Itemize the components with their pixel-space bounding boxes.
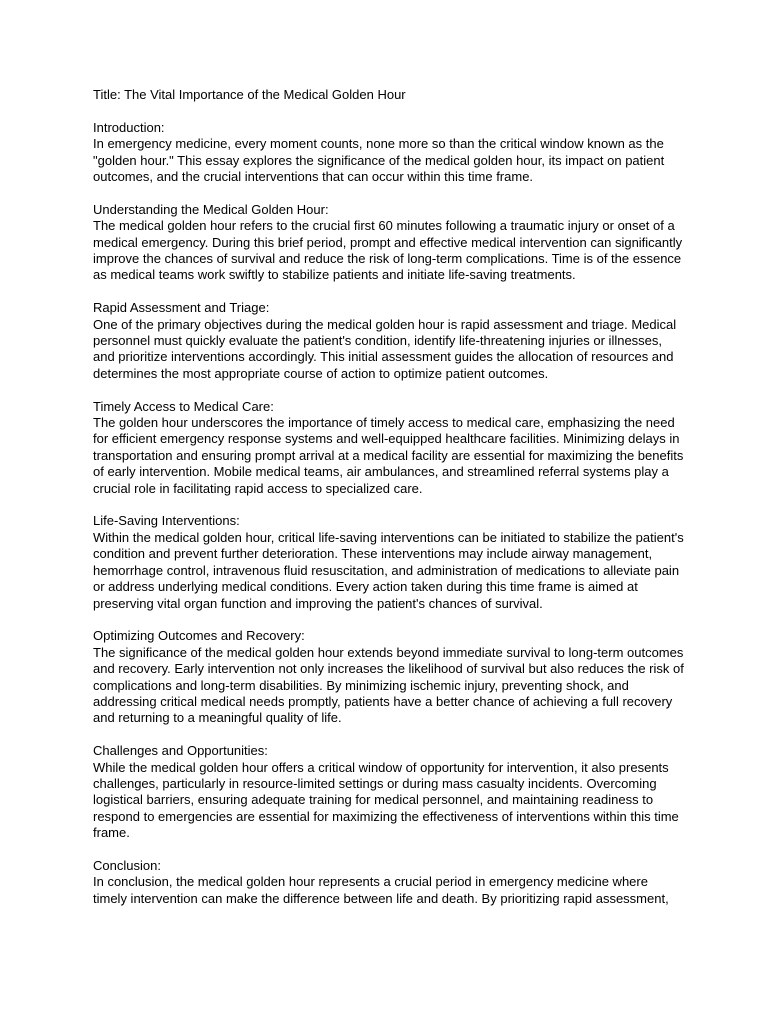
section-body: The golden hour underscores the importance of timely access to medical care, emphasizing the need for efficient emergency response systems and well-equipped healthcare facilities. Minimizing delays in transportation and ensuring prompt arrival at a medical facility are essential for maximizing the benefits of early intervention. Mobile medical teams, air ambulances, and streamlined referral systems play a crucial role in facilitating rapid access to specialized care. <box>93 415 684 496</box>
section-conclusion <box>93 858 685 907</box>
section-body: One of the primary objectives during the medical golden hour is rapid assessment and triage. Medical personnel must quickly evaluate the patient's condition, identify life-threatening injuries or illnesses, and prioritize interventions accordingly. This initial assessment guides the allocation of resources and determines the most appropriate course of action to optimize patient outcomes. <box>93 316 677 381</box>
section-heading: Conclusion: <box>93 857 161 873</box>
section-body: In conclusion, the medical golden hour represents a crucial period in emergency medicine where timely intervention can make the difference between life and death. By prioritizing rapid assessment, <box>93 874 669 906</box>
section-outcomes <box>93 628 685 726</box>
section-heading: Life-Saving Interventions: <box>93 513 240 529</box>
section-body: The medical golden hour refers to the crucial first 60 minutes following a traumatic injury or onset of a medical emergency. During this brief period, prompt and effective medical intervention can significantly improve the chances of survival and reduce the risk of long-term complications. Time is of the essence as medical teams work swiftly to stabilize patients and initiate life-saving treatments. <box>93 218 683 283</box>
section-heading: Understanding the Medical Golden Hour: <box>93 201 329 217</box>
section-timely-access <box>93 399 685 497</box>
section-heading: Rapid Assessment and Triage: <box>93 300 270 316</box>
document-page <box>93 87 685 924</box>
section-body: While the medical golden hour offers a critical window of opportunity for intervention, it also presents challenges, particularly in resource-limited settings or during mass casualty incidents. Overcoming logistical barriers, ensuring adequate training for medical personnel, and maintaining readiness to respond to emergencies are essential for maximizing the effectiveness of interventions within this time frame. <box>93 759 679 841</box>
section-understanding <box>93 202 685 284</box>
section-heading: Introduction: <box>93 119 165 135</box>
section-heading: Challenges and Opportunities: <box>93 743 268 759</box>
section-challenges <box>93 743 685 841</box>
section-rapid-assessment <box>93 300 685 382</box>
section-body: In emergency medicine, every moment counts, none more so than the critical window known as the "golden hour." This essay explores the significance of the medical golden hour, its impact on patient outcomes, and the crucial interventions that can occur within this time frame. <box>93 136 665 185</box>
section-heading: Timely Access to Medical Care: <box>93 398 274 414</box>
section-body: The significance of the medical golden hour extends beyond immediate survival to long-term outcomes and recovery. Early intervention not only increases the likelihood of survival but also reduces the risk of complications and long-term disabilities. By minimizing ischemic injury, preventing shock, and addressing critical medical needs promptly, patients have a better chance of achieving a full recovery and returning to a meaningful quality of life. <box>93 644 684 726</box>
section-introduction <box>93 120 685 186</box>
section-heading: Optimizing Outcomes and Recovery: <box>93 628 305 644</box>
document-title: Title: The Vital Importance of the Medical Golden Hour <box>93 87 406 102</box>
section-body: Within the medical golden hour, critical life-saving interventions can be initiated to stabilize the patient's condition and prevent further deterioration. These interventions may include airway management, hemorrhage control, intravenous fluid resuscitation, and administration of medications to alleviate pain or address underlying medical conditions. Every action taken during this time frame is aimed at preserving vital organ function and improving the patient's chances of survival. <box>93 529 684 611</box>
section-life-saving <box>93 513 685 611</box>
